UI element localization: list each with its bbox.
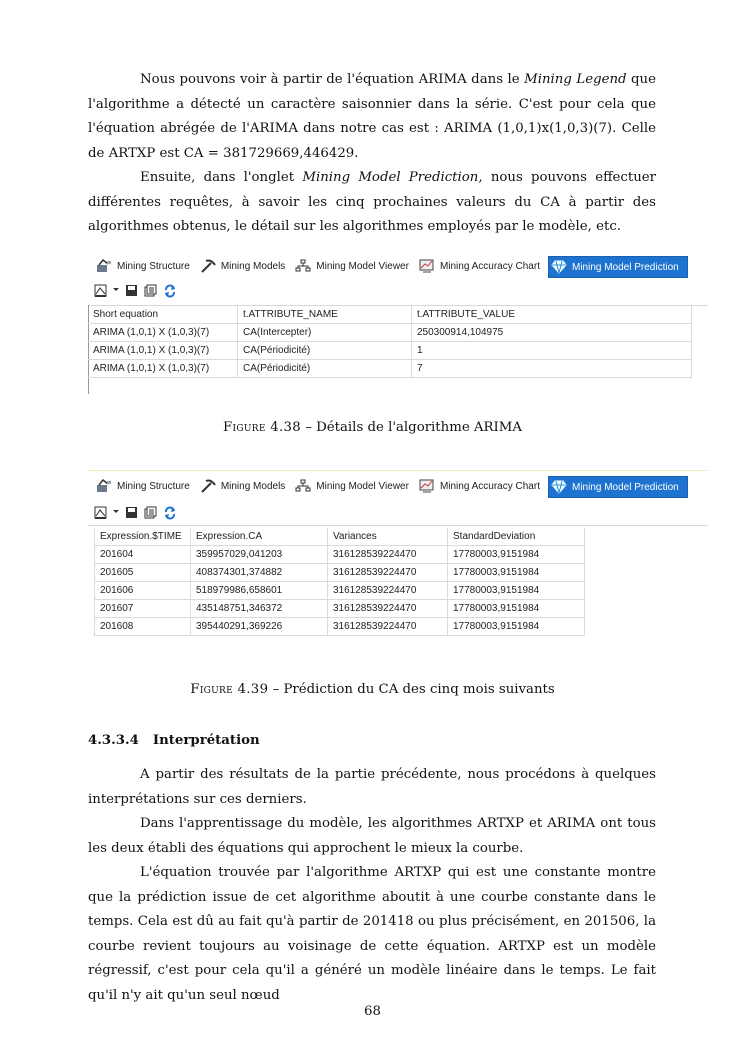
- tab-label: Mining Model Prediction: [571, 481, 679, 493]
- table-cell: 250300914,104975: [412, 324, 692, 342]
- paragraph-arima-legend: [88, 68, 656, 166]
- tab-mining-accuracy-chart[interactable]: [417, 476, 548, 496]
- mining-structure-icon: [96, 259, 112, 273]
- column-header[interactable]: Variances: [328, 528, 448, 546]
- caption-text: – Prédiction du CA des cinq mois suivants: [268, 682, 555, 697]
- copy-icon[interactable]: [144, 284, 157, 297]
- emphasis-mining-model-prediction: Mining Model Prediction: [302, 170, 479, 185]
- table-row[interactable]: [88, 324, 692, 342]
- table-row[interactable]: [95, 564, 585, 582]
- paragraph-artxp-equation: L'équation trouvée par l'algorithme ARTXP qui est une constante montre que la prédiction issue de cet algorithme aboutit à une courbe constante dans le temps. Cela est dû au fait qu'à partir de 201418 ou plus précisément, en 201506, la courbe revient toujours au voisinage de cette équation. ARTXP est un modèle régressif, c'est pour cela qu'il a généré un modèle linéaire dans le temps. Le fait qu'il n'y ait qu'un seul nœud: [88, 865, 656, 1003]
- tab-label: Mining Models: [220, 480, 286, 492]
- prediction-toolbar: [94, 282, 176, 298]
- figure-label: Figure 4.39: [190, 682, 269, 697]
- table-cell: 17780003,9151984: [448, 618, 585, 636]
- emphasis-mining-legend: Mining Legend: [524, 72, 627, 87]
- tree-viewer-icon: [295, 479, 311, 493]
- chevron-down-icon[interactable]: [113, 510, 119, 514]
- table-cell: 17780003,9151984: [448, 582, 585, 600]
- prediction-toolbar: [94, 504, 176, 520]
- pickaxe-icon: [200, 259, 216, 273]
- table-cell: 201604: [95, 546, 191, 564]
- design-view-icon[interactable]: [94, 284, 107, 297]
- figure-caption-4-39: [0, 680, 745, 700]
- column-header[interactable]: t.ATTRIBUTE_VALUE: [412, 306, 692, 324]
- table-row[interactable]: [95, 546, 585, 564]
- column-header[interactable]: Short equation: [88, 306, 238, 324]
- table-cell: ARIMA (1,0,1) X (1,0,3)(7): [88, 342, 238, 360]
- section-title: Interprétation: [152, 733, 260, 748]
- diamond-icon: [551, 260, 567, 274]
- table-cell: 518979986,658601: [191, 582, 328, 600]
- tab-label: Mining Model Viewer: [316, 260, 409, 272]
- table-row[interactable]: [88, 342, 692, 360]
- section-heading: [88, 731, 260, 751]
- table-row[interactable]: [95, 582, 585, 600]
- tab-mining-accuracy-chart[interactable]: [417, 256, 548, 276]
- pickaxe-icon: [200, 479, 216, 493]
- table-cell: 316128539224470: [328, 618, 448, 636]
- refresh-icon[interactable]: [163, 506, 176, 519]
- table-cell: 201606: [95, 582, 191, 600]
- accuracy-chart-icon: [419, 259, 435, 273]
- tab-mining-model-viewer[interactable]: [293, 476, 417, 496]
- tab-label: Mining Models: [220, 260, 286, 272]
- column-header[interactable]: t.ATTRIBUTE_NAME: [238, 306, 412, 324]
- design-view-icon[interactable]: [94, 506, 107, 519]
- column-header[interactable]: StandardDeviation: [448, 528, 585, 546]
- tab-mining-models[interactable]: [198, 476, 293, 496]
- tab-mining-structure[interactable]: [94, 476, 198, 496]
- table-cell: CA(Intercepter): [238, 324, 412, 342]
- table-cell: 201608: [95, 618, 191, 636]
- panel-top-border: [88, 470, 708, 471]
- tab-mining-model-prediction[interactable]: [548, 256, 688, 278]
- table-cell: ARIMA (1,0,1) X (1,0,3)(7): [88, 360, 238, 378]
- tab-mining-models[interactable]: [198, 256, 293, 276]
- arima-details-table: [88, 306, 692, 378]
- page-number: 68: [364, 1004, 381, 1019]
- tab-mining-structure[interactable]: [94, 256, 198, 276]
- table-row[interactable]: [88, 360, 692, 378]
- paragraph-prediction-tab: [88, 166, 656, 240]
- paragraph-text: Nous pouvons voir à partir de l'équation ARIMA dans le: [140, 72, 525, 87]
- save-icon[interactable]: [125, 284, 138, 297]
- table-cell: 17780003,9151984: [448, 546, 585, 564]
- screenshot-arima-details: [88, 252, 708, 394]
- table-cell: 7: [412, 360, 692, 378]
- diamond-icon: [551, 480, 567, 494]
- table-cell: 395440291,369226: [191, 618, 328, 636]
- caption-text: – Détails de l'algorithme ARIMA: [301, 420, 523, 435]
- table-cell: 17780003,9151984: [448, 564, 585, 582]
- table-cell: 408374301,374882: [191, 564, 328, 582]
- table-cell: 316128539224470: [328, 564, 448, 582]
- figure-caption-4-38: [0, 418, 745, 438]
- figure-label: Figure 4.38: [222, 420, 302, 435]
- table-header-row: [95, 528, 585, 546]
- table-cell: 359957029,041203: [191, 546, 328, 564]
- screenshot-ca-prediction: [88, 470, 708, 640]
- tab-mining-model-viewer[interactable]: [293, 256, 417, 276]
- chevron-down-icon[interactable]: [113, 288, 119, 292]
- designer-tabs: [94, 476, 688, 496]
- table-cell: ARIMA (1,0,1) X (1,0,3)(7): [88, 324, 238, 342]
- table-cell: 201607: [95, 600, 191, 618]
- table-row[interactable]: [95, 600, 585, 618]
- tab-label: Mining Accuracy Chart: [439, 260, 540, 272]
- tab-label: Mining Model Viewer: [316, 480, 409, 492]
- copy-icon[interactable]: [144, 506, 157, 519]
- paragraph-text: , nous pouvons effectuer différentes requêtes, à savoir les cinq prochaines valeurs du CA à partir des algorithmes obtenus, le détail sur les algorithmes employés par le modèle, etc.: [88, 170, 656, 235]
- table-cell: CA(Périodicité): [238, 360, 412, 378]
- accuracy-chart-icon: [419, 479, 435, 493]
- tree-viewer-icon: [295, 259, 311, 273]
- tab-label: Mining Model Prediction: [571, 261, 679, 273]
- table-row[interactable]: [95, 618, 585, 636]
- table-cell: 316128539224470: [328, 600, 448, 618]
- section-number: 4.3.3.4: [88, 733, 139, 748]
- table-cell: CA(Périodicité): [238, 342, 412, 360]
- table-header-row: [88, 306, 692, 324]
- save-icon[interactable]: [125, 506, 138, 519]
- table-cell: 201605: [95, 564, 191, 582]
- table-cell: 435148751,346372: [191, 600, 328, 618]
- tab-label: Mining Accuracy Chart: [439, 480, 540, 492]
- paragraph-text: que l'algorithme a détecté un caractère saisonnier dans la série. C'est pour cela que l'équation abrégée de l'ARIMA dans notre cas est : ARIMA (1,0,1)x(1,0,3)(7). Celle de ARTXP est CA = 381729669,446429.: [88, 72, 656, 161]
- table-cell: 1: [412, 342, 692, 360]
- designer-tabs: [94, 256, 688, 276]
- paragraph-text: Ensuite, dans l'onglet: [140, 170, 303, 185]
- refresh-icon[interactable]: [163, 284, 176, 297]
- table-cell: 17780003,9151984: [448, 600, 585, 618]
- table-cell: 316128539224470: [328, 582, 448, 600]
- tab-mining-model-prediction[interactable]: [548, 476, 688, 498]
- column-header[interactable]: Expression.CA: [191, 528, 328, 546]
- mining-structure-icon: [96, 479, 112, 493]
- ca-prediction-table: [94, 528, 585, 636]
- tab-label: Mining Structure: [117, 480, 190, 492]
- paragraph-interpretation-intro: A partir des résultats de la partie précédente, nous procédons à quelques interprétations sur ces derniers.: [88, 767, 656, 807]
- paragraph-model-training: Dans l'apprentissage du modèle, les algorithmes ARTXP et ARIMA ont tous les deux établi des équations qui approchent le mieux la courbe.: [88, 816, 656, 856]
- table-cell: 316128539224470: [328, 546, 448, 564]
- tab-label: Mining Structure: [117, 260, 190, 272]
- column-header[interactable]: Expression.$TIME: [95, 528, 191, 546]
